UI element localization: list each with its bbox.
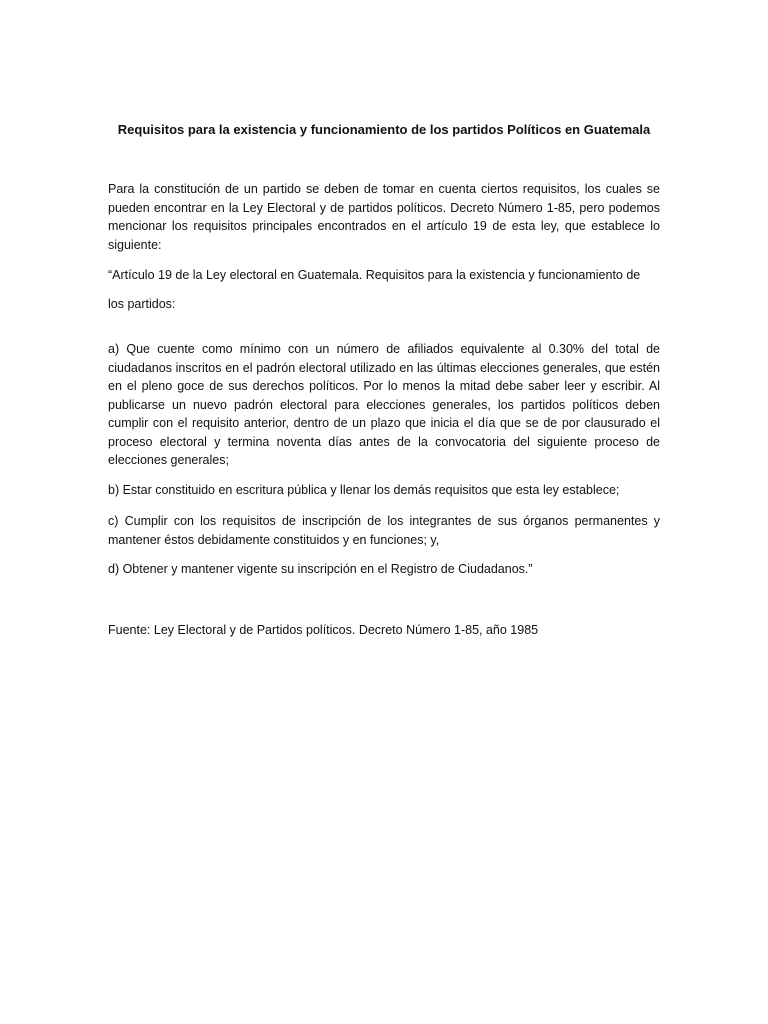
requirement-item-d: d) Obtener y mantener vigente su inscripción en el Registro de Ciudadanos.” <box>108 562 533 576</box>
requirement-item-a: a) Que cuente como mínimo con un número de afiliados equivalente al 0.30% del total de ciudadanos inscritos en el padrón electoral utilizado en las últimas elecciones generales, que estén en el pleno goce de sus derechos políticos. Por lo menos la mitad debe saber leer y escribir. Al publicarse un nuevo padrón electoral para elecciones generales, los partidos políticos deben cumplir con el requisito anterior, dentro de un plazo que inicia el día que se de por clausurado el proceso electoral y termina noventa días antes de la convocatoria del siguiente proceso de elecciones generales; <box>108 342 660 467</box>
article-quote-heading-continuation: los partidos: <box>108 297 176 311</box>
requirement-item-c: c) Cumplir con los requisitos de inscripción de los integrantes de sus órganos permanentes y mantener éstos debidamente constituidos y en funciones; y, <box>108 514 660 547</box>
document-title: Requisitos para la existencia y funcionamiento de los partidos Políticos en Guatemala <box>117 122 651 137</box>
requirement-item-b: b) Estar constituido en escritura pública y llenar los demás requisitos que esta ley establece; <box>108 483 620 497</box>
intro-paragraph: Para la constitución de un partido se deben de tomar en cuenta ciertos requisitos, los cuales se pueden encontrar en la Ley Electoral y de partidos políticos. Decreto Número 1-85, pero podemos mencionar los requisitos principales encontrados en el artículo 19 de esta ley, que establece lo siguiente: <box>108 182 660 252</box>
source-citation: Fuente: Ley Electoral y de Partidos políticos. Decreto Número 1-85, año 1985 <box>108 623 539 637</box>
article-quote-heading: “Artículo 19 de la Ley electoral en Guatemala. Requisitos para la existencia y funcionamiento de <box>108 268 641 282</box>
